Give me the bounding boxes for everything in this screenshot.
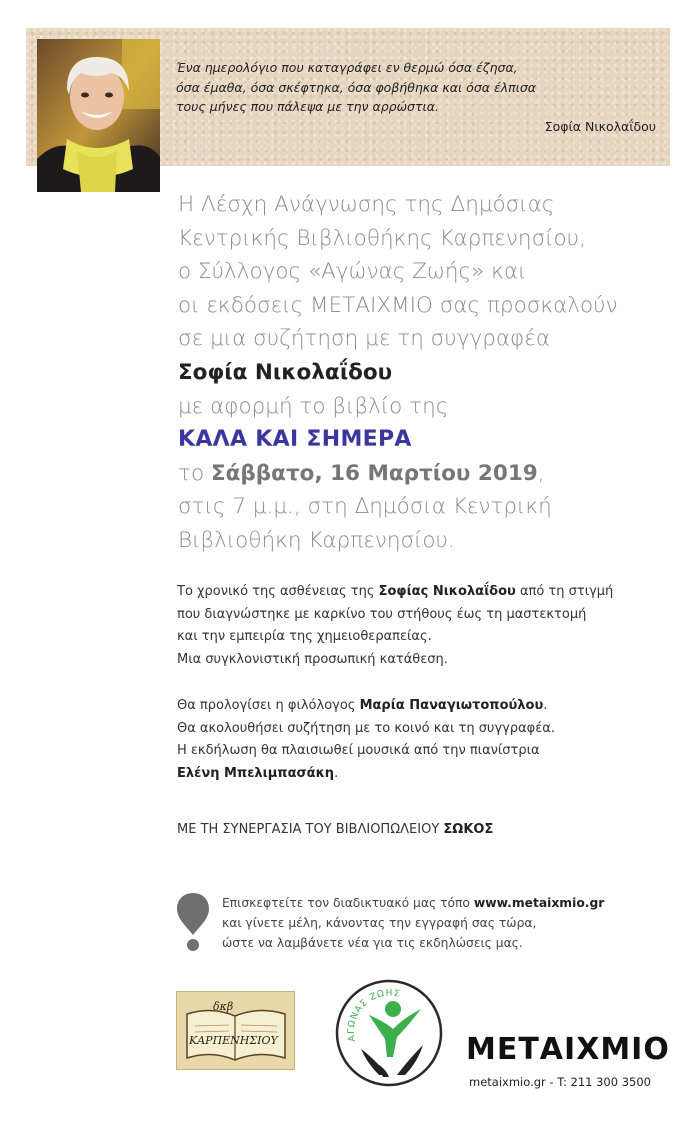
library-logo-text: δκβ (213, 1000, 234, 1013)
date-line (178, 457, 678, 491)
book-title: ΚΑΛΑ ΚΑΙ ΣΗΜΕΡΑ (178, 427, 412, 453)
website-line: και γίνετε μέλη, κάνοντας την εγγραφή σας τώρα, (222, 916, 537, 930)
program-line (177, 763, 657, 786)
program-line: Θα ακολουθήσει συζήτηση με το κοινό και τη συγγραφέα. (177, 720, 555, 736)
publisher-logo: ΜΕΤΑΙΧΜΙΟ (466, 1032, 670, 1067)
website-line: ώστε να λαμβάνετε νέα για τις εκδηλώσεις μας. (222, 936, 523, 950)
description-paragraph (177, 581, 657, 671)
program-text: . (334, 765, 339, 781)
quote-author: Σοφία Νικολαΐδου (544, 119, 656, 134)
quote-line: Ένα ημερολόγιο που καταγράφει εν θερμώ όσα έζησα, (176, 60, 518, 75)
date-prefix: το (178, 460, 211, 486)
description-line: που διαγνώστηκε με καρκίνο του στήθους έως τη μαστεκτομή (177, 606, 587, 622)
invitation-line: Η Λέσχη Ανάγνωσης της Δημόσιας (178, 192, 555, 217)
program-line (177, 695, 657, 718)
website-line (222, 893, 662, 913)
author-photo (37, 39, 160, 192)
description-line: και την εμπειρία της χημειοθεραπείας. (177, 629, 432, 644)
bookstore-name: ΣΩΚΟΣ (443, 822, 494, 837)
invitation-block (178, 188, 678, 558)
description-line (177, 581, 657, 604)
library-logo (176, 991, 295, 1070)
program-line: Η εκδήλωση θα πλαισιωθεί μουσικά από την πιανίστρια (177, 743, 540, 758)
cooperation-line (177, 819, 657, 842)
author-name: Σοφία Νικολαΐδου (178, 359, 393, 385)
program-paragraph (177, 695, 657, 785)
website-link[interactable]: www.metaixmio.gr (473, 896, 605, 910)
website-promo (222, 893, 662, 953)
quote-line: όσα έμαθα, όσα σκέφτηκα, όσα φοβήθηκα και όσα έλπισα (176, 79, 537, 95)
invitation-line: Κεντρικής Βιβλιοθήκης Καρπενησίου, (178, 225, 586, 251)
description-text: από τη στιγμή (515, 584, 614, 599)
website-text: Επισκεφτείτε τον διαδικτυακό μας τόπο (222, 896, 474, 910)
library-logo-text: ΚΑΡΠΕΝΗΣΙΟΥ (189, 1034, 278, 1047)
invitation-line: οι εκδόσεις ΜΕΤΑΙΧΜΙΟ σας προσκαλούν (178, 292, 618, 318)
event-date: Σάββατο, 16 Μαρτίου 2019 (210, 460, 538, 486)
program-text: Θα προλογίσει η φιλόλογος (177, 698, 360, 713)
occasion-line: με αφορμή το βιβλίο της (178, 393, 449, 419)
description-author: Σοφίας Νικολαΐδου (378, 584, 516, 599)
cooperation-text-line (177, 819, 657, 842)
pianist-name: Ελένη Μπελιμπασάκη (177, 765, 335, 781)
book-quote (176, 58, 656, 117)
quote-line: τους μήνες που πάλεψα με την αρρώστια. (176, 99, 439, 114)
invitation-line: ο Σύλλογος «Αγώνας Ζωής» και (178, 259, 527, 285)
map-pin-icon (175, 891, 211, 953)
description-text: Το χρονικό της ασθένειας της (177, 584, 379, 599)
time-line: στις 7 μ.μ., στη Δημόσια Κεντρική (178, 494, 552, 520)
agonas-zois-logo (335, 979, 443, 1087)
description-line: Μια συγκλονιστική προσωπική κατάθεση. (177, 651, 448, 667)
publisher-contact: metaixmio.gr - T: 211 300 3500 (469, 1075, 651, 1089)
agonas-logo-text: ΑΓΩΝΑΣ ΖΩΗΣ (346, 988, 402, 1043)
speaker-name: Μαρία Παναγιωτοπούλου (359, 698, 544, 713)
cooperation-text: ΜΕ ΤΗ ΣΥΝΕΡΓΑΣΙΑ ΤΟΥ ΒΙΒΛΙΟΠΩΛΕΙΟΥ (177, 822, 444, 837)
venue-line: Βιβλιοθήκη Καρπενησίου. (178, 527, 455, 553)
program-text: . (543, 698, 548, 713)
date-suffix: , (537, 460, 545, 486)
invitation-line: σε μια συζήτηση με τη συγγραφέα (178, 326, 550, 352)
